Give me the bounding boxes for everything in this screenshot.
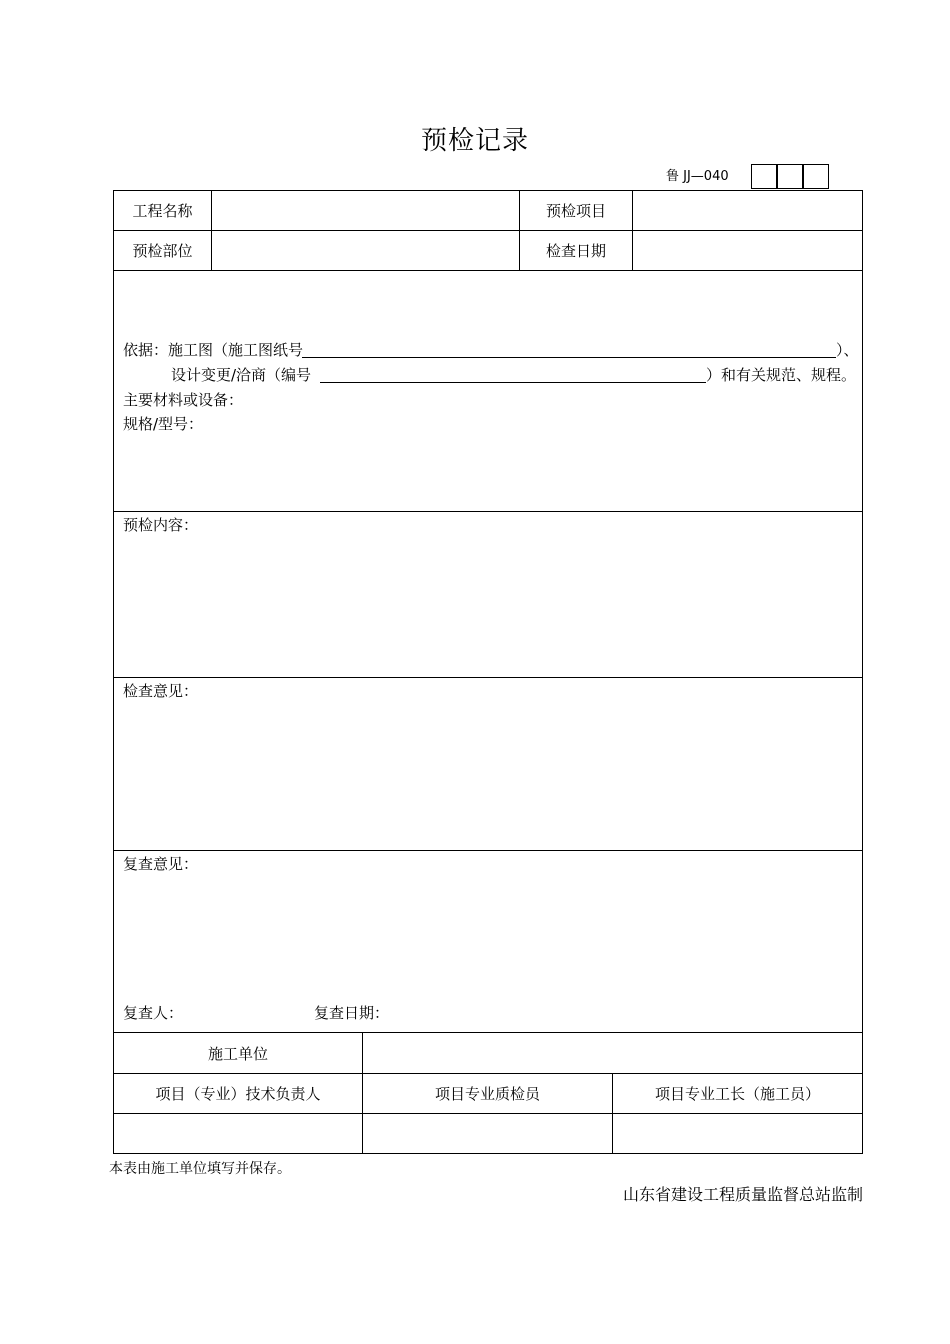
project-name-label: 工程名称	[132, 202, 193, 220]
construction-unit-field[interactable]	[363, 1033, 862, 1073]
code-box-1[interactable]	[751, 164, 777, 189]
inspection-opinion-label: 检查意见：	[123, 682, 199, 700]
form-code-row	[0, 164, 950, 190]
materials-label: 主要材料或设备：	[123, 391, 244, 409]
issuing-organization: 山东省建设工程质量监督总站监制	[622, 1185, 863, 1204]
tech-lead-header: 项目（专业）技术负责人	[155, 1085, 321, 1103]
foreman-header: 项目专业工长（施工员）	[654, 1085, 820, 1103]
precheck-item-field[interactable]	[633, 191, 862, 230]
change-number-line[interactable]	[320, 382, 706, 383]
precheck-part-label: 预检部位	[132, 242, 193, 260]
page-title: 预检记录	[420, 126, 529, 156]
tech-lead-signature-field[interactable]	[114, 1114, 362, 1153]
code-box-2[interactable]	[777, 164, 803, 189]
recheck-date-label: 复查日期：	[314, 1004, 390, 1022]
check-date-label: 检查日期	[545, 242, 606, 260]
foreman-signature-field[interactable]	[613, 1114, 862, 1153]
basis-line1-suffix: ）、	[836, 341, 859, 359]
footer-note: 本表由施工单位填写并保存。	[109, 1161, 291, 1177]
precheck-part-field[interactable]	[212, 231, 519, 270]
quality-inspector-signature-field[interactable]	[363, 1114, 612, 1153]
basis-line2-prefix: 设计变更/洽商（编号	[171, 366, 312, 384]
precheck-content-label: 预检内容：	[123, 516, 199, 534]
code-box-3[interactable]	[803, 164, 829, 189]
form-code: 鲁 JJ—040	[666, 169, 729, 184]
project-name-field[interactable]	[212, 191, 519, 230]
recheck-person-label: 复查人：	[123, 1004, 184, 1022]
quality-inspector-header: 项目专业质检员	[434, 1085, 540, 1103]
drawing-number-line[interactable]	[302, 357, 836, 358]
spec-label: 规格/型号：	[123, 415, 204, 433]
basis-line2-suffix: ）和有关规范、规程。	[706, 366, 857, 384]
precheck-item-label: 预检项目	[545, 202, 606, 220]
recheck-opinion-label: 复查意见：	[123, 855, 199, 873]
check-date-field[interactable]	[633, 231, 862, 270]
construction-unit-label: 施工单位	[207, 1044, 268, 1063]
basis-line1-prefix: 依据：施工图（施工图纸号	[123, 341, 304, 359]
precheck-form	[113, 190, 863, 1154]
